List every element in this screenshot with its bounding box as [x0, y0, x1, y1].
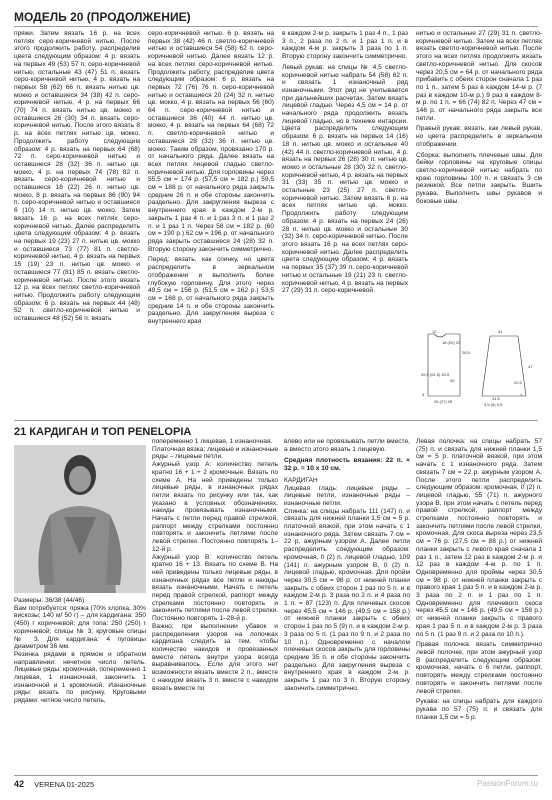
paragraph-sleeves: Рукава: на спицы набрать для каждого рукава по 57 (75) п. и связать для планки 1,5 см = 5 р. [416, 698, 542, 721]
page-title: МОДЕЛЬ 20 (ПРОДОЛЖЕНИЕ) [14, 10, 191, 24]
diagram-label: 18 (20) 22 [442, 340, 461, 345]
diagram-label: 40 [450, 378, 455, 383]
text-column-b4 [416, 438, 542, 774]
paragraph-front: Перед: вязать, как спинку, но цвета распределить в зеркальном отображении и выполнить более глубокую горловину. Для этого через 49,5 см = 156 р. (51,5 см = 162 р.) 53,5 см = 168 р. от начального ряда закрыть средние 14 п. и обе стороны закончить раздельно. Для закругления выреза с внутреннего края [148, 256, 274, 326]
diagram-label: 49,5 (51,5) 53,5 [421, 372, 450, 377]
paragraph-right-sleeve: Правый рукав: вязать, как левый рукав, но цвета распределить в зеркальном отображении. [416, 125, 542, 148]
watermark: PassionForum.ru [477, 779, 538, 788]
section-title: 21 КАРДИГАН И ТОП PENELOPIA [14, 426, 192, 438]
paragraph: пряжи. Затем вязать 16 р. на всех петлях серо-коричневой нитью. После этого продолжить работу, распределив цвета следующим образом: 4 р. вязать на первых 49 (53) 57 п. серо-коричневой нитью, остальные 43 (47) 51 п. вязать серо-коричневой нитью, 4 р. вязать на первых 58 (62) 66 п. вязать нитью цв. мокко и оставшиеся 34 (38) 42 п. серо-коричневой нитью, 4 р. на первых 66 (70) 74 п. вязать нитью цв. мокко и оставшиеся 26 (30) 34 п. вязать серо-коричневой нитью. После этого вязать 8 р. на всех петлях нитью цв. мокко. Продолжить работу следующим образом: 4 р. вязать на первых 64 (68) 72 п. серо-коричневой нитью и оставшиеся 28 (32) 36 п. нитью цв. мокко, 4 р. на первых 74 (78) 82 п. вязать серо-коричневой нитью и оставшиеся 18 (22) 26 п. нитью цв. мокко, 8 р. вязать на первых 86 (90) 94 п. серо-коричневой нитью и оставшиеся 6 (10) 14 п. нитью цв. мокко. Затем вязать 16 р. на всех петлях серо-коричневой нитью. Далее распределить цвета следующим образом: 4 р. вязать на первых 19 (23) 27 п. нитью цв. мокко и оставшиеся 73 (77) 81 п. светло-коричневой нитью, 4 р. вязать на первых 15 (19) 23 п. нитью цв. мокко и оставшиеся 77 (81) 85 п. вязать светло-коричневой нитью. После этого вязать 12 р. на всех петлях светло-коричневой нитью. Продолжить работу следующим образом: 6 р. вязать на первых 44 (48) 52 п. светло-коричневой нитью и оставшиеся 48 (52) 56 п. вязать [14, 30, 140, 323]
page-footer [14, 775, 538, 792]
text-column-3 [282, 30, 408, 416]
text-column-b1 [14, 597, 146, 773]
diagram-label: 47 [528, 364, 533, 369]
diagram-label: 3 [422, 392, 425, 397]
section-header [14, 10, 538, 27]
paragraph: нитью и остальные 27 (29) 31 п. светло-коричневой нитью. Затем на всех петлях вязать светло-коричневой нитью. После этого на всех петлях продолжить вязать светло-коричневой нитью. Для скосов через 20,5 см = 64 р. от начального ряда прибавить с обеих сторон сначала 1 раз по 1 п., затем 5 раз в каждом 14-м р. (7 раз в каждом 10-м р.) 9 раз в каждом 8-м р. по 1 п. = 66 (74) 82 п. Через 47 см = 146 р. от начального ряда закрыть все петли. [416, 30, 542, 122]
text-column-1 [14, 30, 140, 416]
diagram-label: 25 (27) 29 [434, 399, 453, 404]
text-column-b2 [152, 438, 278, 774]
paragraph: влево или не провязывать петли вместе, а вместо этого вязать 1 лицевую. [284, 438, 410, 453]
density-note: Средняя плотность вязания: 22 п. × 32 р. = 10 х 10 см. [284, 457, 410, 473]
paragraph: серо-коричневой нитью. 6 р. вязать на первых 38 (42) 46 п. светло-коричневой нитью и оставшиеся 54 (58) 62 п. серо-коричневой нитью. Далее вязать 12 р. на всех петлях серо-коричневой нитью. Продолжить работу, распределив цвета следующим образом: 6 р. вязать на первых 72 (76) 76 п. серо-коричневой нитью и оставшиеся 20 (24) 32 п. нитью цв. мокко, 4 р. вязать на первых 56 (60) 64 п. серо-коричневой нитью и оставшиеся 36 (40) 44 п. нитью цв. мокко, 4 р. вязать на первых 64 (68) 72 п. светло-коричневой нитью и оставшиеся 28 (32) 36 п. нитью цв. мокко. Таким образом, провязано 170 р. от начального ряда. Далее вязать на всех петлях лицевой гладью светло-коричневой нитью. Для горловины через 55,5 см = 174 р. (57,5 см = 182 р.) 59,5 см = 188 р. от начального ряда закрыть средние 26 п. и обе стороны закончить раздельно. Для закругления выреза с внутреннего края в каждом 2-м р. закрыть 1 раз 4 п. и 1 раз 3 п. и 1 раз 2 п. и 1 раз 1 п. Через 58 см = 182 р. (60 см = 190 р.) 62 см = 196 р. от начального ряда закрыть оставшиеся 24 (28) 32 п. Вторую сторону закончить симметрично. [148, 30, 274, 253]
diagram-label: 14,5 [492, 396, 500, 401]
paragraph: Размеры: 36/38 (44/46) Вам потребуется: пряжа (70% хлопка, 30% вискозы; 140 м/ 50 г) – для кардигана: 350 (450) г коричневой; для топа: 250 (250) г коричневой; спицы № 3; круговые спицы № 3. Для кардигана: 4 пуговицы диаметром 36 мм. Резинка рядами в прямом и обратном направлении: нечетное число петель. Лицевые ряды: кромочная, попеременно 1 лицевая, 1 изнаночная, закончить 1 изнаночной и 1 кромочной. Изнаночные ряды: вязать по рисунку. Круговыми рядами: четное число петель, [14, 597, 146, 705]
paragraph-right-front: Правая полочка: вязать симметрично левой полочке, при этом ажурный узор В распределить следующим образом: кромочная, начать с 6 петли, раппорт, повторять между стрелками постоянно повторять и закончить петлями после левой стрелки. [416, 641, 542, 695]
section-header-2 [14, 420, 538, 437]
paragraph-left-front: Левая полочка: на спицы набрать 57 (75) п. и связать для нижней планки 1,5 см = 5 р. платочной вязкой, при этом начать с 1 изнаночного ряда. Затем связать 7 см = 22 р. ажурным узором А. После этого петли распределить следующим образом: кромочная, 0 (2) п. лицевой гладью, 55 (71) п. ажурного узора В, при этом начать с петель перед правой стрелкой, раппорт между стрелками постоянно повторять и закончить петлями после левой стрелки, кромочная. Для скоса выреза через 23,5 см = 76 р. (27,5 см = 88 р.) от нижней планки закрыть с левого края сначала 1 раз 1 п., затем 12 раз в каждом 2-м р. и 12 раз в каждом 4-м р. по 1 п. Одновременно для проймы через 30,5 см = 98 р. от нижней планки закрыть с правого края 1 раз 5 п. и в каждом 2-м р. 3 раза по 2 п. и 1 раз по 1 п. Одновременно для плечевого скоса через 45,5 см = 146 р. (49,5 см = 158 р.) от нижней планки закрыть с правого края 1 раз 5 п. и в каждом 2-м р. 3 раза по 5 п. (1 раз 9 п. и 2 раза по 10 п.). [416, 438, 542, 638]
paragraph: в каждом 2-м р. закрыть 1 раз 4 п., 1 раз 3 п., 2 раза по 2 п. и 1 раз 1 п. и в каждом 4-м р. закрыть 3 раза по 1 п. Вторую сторону закончить симметрично. [282, 30, 408, 61]
paragraph-assembly: Сборка: выполнить плечевые швы. Для бейки горловины на круговые спицы светло-коричневой нитью набрать по краю горловины 100 п. и связать 3 см резинкой. Все петли закрыть. Вшить рукава. Выполнить швы рукавов и боковые швы. [416, 151, 542, 205]
diagram-label: 31 [498, 330, 503, 334]
text-column-2 [148, 30, 274, 416]
paragraph: попеременно 1 лицевая, 1 изнаночная. Платочная вязка: лицевые и изнаночные ряды – лицевые петли. Ажурный узор А: количество петель кратно 16 + 1 + 2 кромочные. Вязать по схеме А. На ней приведены только лицевые ряды, в изнаночных рядах петли вязать по рисунку или так, как указано в условных обозначениях, накиды провязывать изнаночными. Начать с петли перед правой стрелкой, раппорт между стрелками постоянно повторять и закончить петлями после левой стрелки. Постоянно повторять 1–12-й р. Ажурный узор В: количество петель кратно 16 + 13. Вязать по схеме В. На ней приведены только лицевые ряды, в изнаночных рядах все петли и накиды вязать изнаночными. Начать с петель перед правой стрелкой, раппорт между стрелками постоянно повторять и закончить петлями после левой стрелки. Постоянно повторять 1–28-й р. Важно: при выполнении убавок и распределении узоров на лопочках кардигана следить за тем, чтобы количество накидов и провязанных вместе петель внутри узора всегда выравнивалось. Если для этого нет возможности вязать вместе 2 п., вместе с накидом вязать 3 п. вместе с накидом вязать вместе по [152, 438, 278, 692]
text-column-b3 [284, 438, 410, 774]
model-photo-illustration [14, 445, 146, 593]
diagram-label: 20,5 [514, 380, 522, 385]
diagram-label: 12 [432, 330, 437, 334]
pattern-schematic [420, 330, 542, 412]
diagram-label: 26,5 [462, 350, 470, 355]
text-column-4 [416, 30, 542, 326]
magazine-issue: VERENA 01-2025 [34, 780, 95, 789]
model-photo [14, 445, 146, 593]
diagram-label: 1 [520, 392, 523, 397]
paragraph-cardigan: КАРДИГАН Лицевая гладь: лицевые ряды – лицевые петли, изнаночные ряды – изнаночные петли. Спинка: на спицы набрать 111 (147) п. и связать для нижней планки 1,5 см = 5 р. платочной вязкой, при этом начать с 1 изнаночного ряда. Затем связать 7 см = 22 р. ажурным узором А. Далее петли распределить следующим образом: кромочная, 0 (2) п. лицевой гладью, 109 (141) п. ажурным узором В, 0 (2) п. лицевой гладью, кромочная. Для пройм через 30,5 см = 98 р. от нижней планки закрыть с обеих сторон 1 раз по 5 п. и в каждом 2-м р. 3 раза по 2 п. и 4 раза по 1 п. = 87 (123) п. Для плечевых скосов через 45,5 см = 146 р. (49,5 см = 158 р.) от нижней планки закрыть с обеих сторон 1 раз по 5 (9) п. и в каждом 2-м р. 3 раза по 5 п. (1 раз по 9 п. и 2 раза по 10 п.). Одновременно с началом плечевых скосов закрыть для горловины средние 35 п. и обе стороны закончить раздельно. Для закругления выреза с внутреннего края в каждом 2-м р. закрыть 1 раз по 3 п. Вторую сторону закончить симметрично. [284, 476, 410, 692]
paragraph-left-sleeve: Левый рукав: на спицы № 4,5 светло-коричневой нитью набрать 54 (58) 62 п. и связать 1 изнаночный ряд изнаночными. Этот ряд не учитывается при дальнейших расчетах. Затем вязать лицевой гладью. Через 4,5 см = 14 р. от начального ряда продолжить вязать лицевой гладью, но в технике интарсии. Цвета распределить следующим образом: 6 р. вязать на первых 14 (16) 18 п. нитью цв. мокко и остальные 40 (42) 44 п. светло-коричневой нитью, 4 р. вязать на первых 26 (28) 30 п. нитью цв. мокко и остальные 28 (30) 32 п. светло-коричневой нитью, 4 р. вязать на первых 31 (33) 35 п. нитью цв. мокко и остальные 23 (25) 27 п. светло-коричневой нитью. Затем вязать 6 р. на всех петлях нитью цв. мокко. Продолжить работу следующим образом: 4 р. вязать на первых 24 (26) 28 п. нитью цв. мокко и остальные 30 (32) 34 п. серо-коричневой нитью. После этого вязать 16 р. на всех петлях серо-коричневой нитью. Далее распределить цвета следующим образом: 4 р. вязать на первых 35 (37) 39 п. серо-коричневой нитью и остальные 19 (21) 23 п. светло-коричневой нитью, 4 р. вязать на первых 27 (29) 31 п. серо-коричневой [282, 63, 408, 295]
page-number: 42 [14, 779, 25, 789]
diagram-label: 4,5 (5) 5,5 [484, 402, 503, 407]
